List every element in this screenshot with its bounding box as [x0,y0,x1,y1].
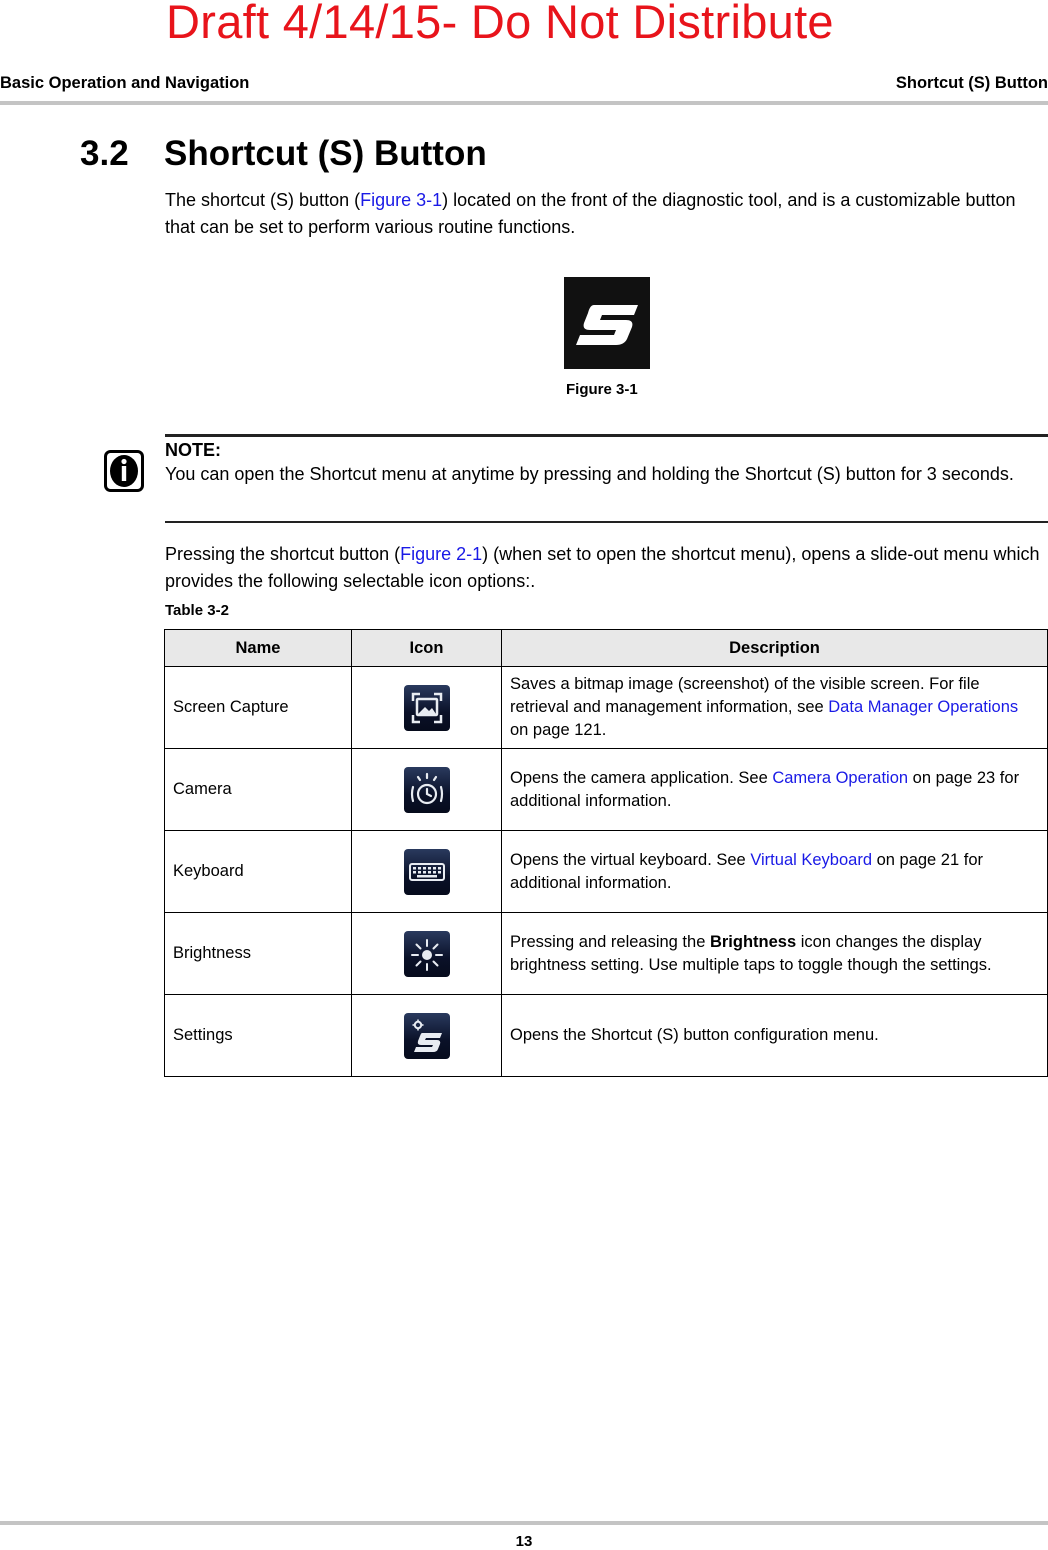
screen-capture-icon [404,685,450,731]
table-row [165,667,1048,749]
camera-icon [404,767,450,813]
table-row [165,749,1048,831]
settings-icon [404,1013,450,1059]
data-manager-operations-link[interactable]: Data Manager Operations [828,698,1019,716]
info-icon [104,450,144,492]
header-section: Shortcut (S) Button [895,74,1048,92]
desc-text-end: on page 121. [510,721,607,739]
table-label: Table 3-2 [165,602,229,619]
column-header-icon: Icon [352,630,502,667]
brightness-term: Brightness [709,932,797,951]
note-top-rule [165,434,1048,437]
note-text: You can open the Shortcut menu at anytime by pressing and holding the Shortcut (S) button for 3 seconds. [165,464,1014,484]
camera-operation-link[interactable]: Camera Operation [772,768,909,787]
footer-rule [0,1521,1048,1525]
desc-text: Opens the camera application. See [510,768,773,787]
column-header-name: Name [165,630,352,667]
figure-2-1-link[interactable]: Figure 2-1 [400,544,483,564]
brightness-icon [404,931,450,977]
table-row [165,831,1048,913]
column-header-description: Description [502,630,1048,667]
options-text-start: Pressing the shortcut button ( [165,544,401,564]
row-name: Brightness [165,913,352,995]
desc-text-end: on page 23 for additional information. [510,768,1020,810]
section-number: 3.2 [80,134,129,173]
figure-caption: Figure 3-1 [566,381,638,398]
intro-text-end: ) located on the front of the diagnostic tool, and is a customizable button that can be set to perform various routine functions. [165,190,1016,237]
row-name: Screen Capture [165,667,352,749]
running-header [0,74,1048,96]
row-description [502,831,1048,913]
row-description [502,667,1048,749]
header-rule [0,101,1048,105]
note-bottom-rule [165,521,1048,523]
desc-text-end: on page 21 for additional information. [510,850,984,892]
figure-3-1-link[interactable]: Figure 3-1 [360,190,443,210]
row-description [502,749,1048,831]
table-row [165,913,1048,995]
row-description [502,913,1048,995]
page-number: 13 [515,1533,533,1550]
note-label: NOTE: [165,440,221,460]
row-name: Keyboard [165,831,352,913]
desc-text: Pressing and releasing the [510,932,710,951]
options-paragraph [165,541,1045,595]
snap-on-s-logo-icon [564,277,650,369]
row-name: Settings [165,995,352,1077]
intro-paragraph [165,187,1045,241]
table-row [165,995,1048,1077]
intro-text-start: The shortcut (S) button ( [165,190,361,210]
desc-text-end: icon changes the display brightness setting. Use multiple taps to toggle though the settings. [510,932,992,974]
table-header-row [165,630,1048,667]
keyboard-icon [404,849,450,895]
options-text-end: ) (when set to open the shortcut menu), opens a slide-out menu which provides the following selectable icon options:. [165,544,1040,591]
shortcut-options-table [164,629,1048,1077]
desc-text: Opens the virtual keyboard. See [510,850,751,869]
section-heading [80,134,487,174]
section-title: Shortcut (S) Button [164,134,487,173]
virtual-keyboard-link[interactable]: Virtual Keyboard [750,850,872,869]
header-chapter: Basic Operation and Navigation [0,74,250,92]
draft-watermark: Draft 4/14/15- Do Not Distribute [166,0,834,48]
row-name: Camera [165,749,352,831]
desc-text: Saves a bitmap image (screenshot) of the visible screen. For file retrieval and management information, see [510,675,980,716]
row-description: Opens the Shortcut (S) button configuration menu. [502,995,1048,1077]
